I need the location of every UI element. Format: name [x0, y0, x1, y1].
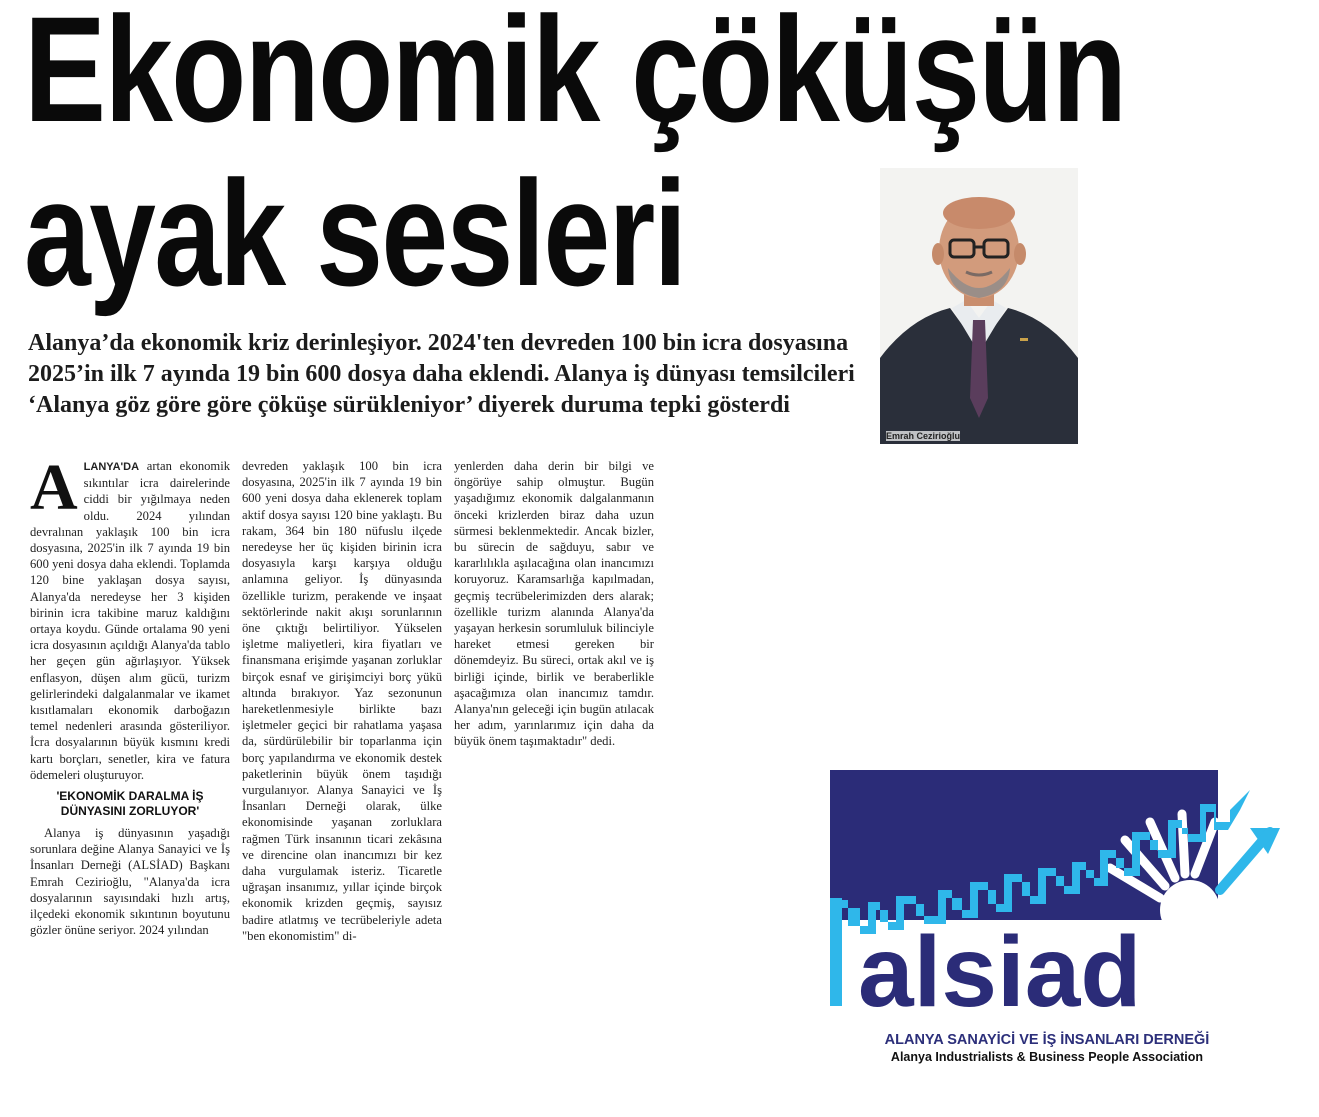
column-3-text: yenlerden daha derin bir bilgi ve öngörüye sahip olmuştur. Bugün yaşadığımız ekonomik dalgalanmanın önceki krizlerden biraz daha uzun sürmesi beklenmektedir. Ancak bizler, bu sürecin de sağduyu, sabır ve kararlılıkla aşılacağına olan inancımızı koruyoruz. Karamsarlığa kapılmadan, geçmiş tecrübelerimizden ders alarak; özellikle turizm alanında Alanya'da yaşayan herkesin sorumluluk bilinciyle hareket etmesi gereken bir dönemdeyiz. Bu süreci, ortak akıl ve iş birliği içinde, birlik ve beraberlikle aşacağımıza olan inancımız tamdır. Alanya'nın geleceği için bugün atılacak her adım, yarınlarımız için daha da büyük önem taşımaktadır" dedi. [454, 459, 654, 749]
alsiad-logo [820, 770, 1290, 1070]
photo-caption: Emrah Cezirioğlu [886, 431, 961, 441]
portrait-photo [880, 168, 1078, 444]
subheading: 'EKONOMİK DARALMA İŞ DÜNYASINI ZORLUYOR' [56, 789, 204, 819]
headline-line-1: Ekonomik çöküşün [24, 0, 1126, 153]
article-summary: Alanya’da ekonomik kriz derinleşiyor. 2024'ten devreden 100 bin icra dosyasına 2025’in ilk 7 ayında 19 bin 600 dosya daha eklendi. Alanya iş dünyası temsilcileri ‘Alanya göz göre göre çöküşe sürükleniyor’ diyerek duruma tepki gösterdi [28, 330, 855, 418]
article-column-1 [30, 451, 230, 938]
article-column-2 [242, 458, 442, 944]
alsiad-full-name-en: Alanya Industrialists & Business People Association [890, 1050, 1204, 1064]
alsiad-full-name-tr: ALANYA SANAYİCİ VE İŞ İNSANLARI DERNEĞİ [884, 1032, 1210, 1048]
column-2-text: devreden yaklaşık 100 bin icra dosyasına, 2025'in ilk 7 ayında 19 bin 600 yeni dosya daha eklenerek toplam aktif dosya sayısı 120 bine yaklaştı. Bu rakam, 364 bin 180 nüfuslu ilçede neredeyse her üç kişiden birinin icra dosyasıyla karşı karşıya olduğu anlamına geliyor. İş dünyasında özellikle turizm, perakende ve inşaat sektörlerinde nakit akışı sorunlarının öne çıktığı belirtiliyor. Yükselen işletme maliyetleri, kira fiyatları ve finansmana erişimde yaşanan zorluklar birçok esnaf ve girişimciyi borç yükü altında bırakıyor. Yaz sezonunun hareketlenmesiyle birlikte bazı işletmeler geçici bir rahatlama yaşasa da, sürdürülebilir bir toparlanma için borç yapılandırma ve ekonomik destek paketlerinin büyük önem taşıdığı vurgulanıyor. Alanya Sanayici ve İş İnsanları Derneği olarak, ülke ekonomisinde yaşanan zorluklara rağmen Türk insanının ticari zekâsına ve direncine olan inancımızı bir kez daha vurgulamak isteriz. Ticaretle uğraşan insanımız, yıllar içinde birçok ekonomik krizden geçmiş, sayısız badire atlatmış ve tecrübeleriyle adeta "ben ekonomistim" di- [242, 459, 442, 943]
lead-word: LANYA'DA [83, 461, 140, 473]
column-1-paragraph-2: Alanya iş dünyasının yaşadığı sorunlara değine Alanya Sanayici ve İş İnsanları Derneği (ALSİAD) Başkanı Emrah Cezirioğlu, "Alanya'da icra dosyalarının sayısındaki hızlı artış, ilçedeki ekonomik sıkıntının boyutunu gözler önüne seriyor. 2024 yılından [30, 826, 230, 938]
portrait-illustration [880, 168, 1078, 444]
drop-cap: A [30, 451, 78, 524]
column-1-paragraph-1: artan ekonomik sıkıntılar icra dairelerinde ciddi bir yığılmaya neden oldu. 2024 yılından devralınan yaklaşık 100 bin icra dosyasına, 2025'in ilk 7 ayında 19 bin 600 yeni dosya daha eklendi. Toplamda 120 bine yaklaşan dosya sayısı, Alanya'da neredeyse her 3 kişiden birinin icra takibine maruz kaldığını ortaya koydu. Günde ortalama 90 yeni icra dosyasının açıldığı Alanya'da tablo her geçen gün ağırlaşıyor. Yüksek enflasyon, düşen alım gücü, turizm gelirlerindeki dalgalanmalar ve ikamet kısıtlamaları ekonomik darboğazın temel nedenleri arasında gösteriliyor. İcra dosyalarının büyük kısmını kredi kartı borçları, senetler, kira ve fatura ödemeleri oluşturuyor. [30, 459, 230, 782]
headline-line-2: ayak sesleri [24, 149, 686, 317]
alsiad-wordmark: alsiad [858, 916, 1142, 1028]
article-column-3 [454, 458, 654, 750]
